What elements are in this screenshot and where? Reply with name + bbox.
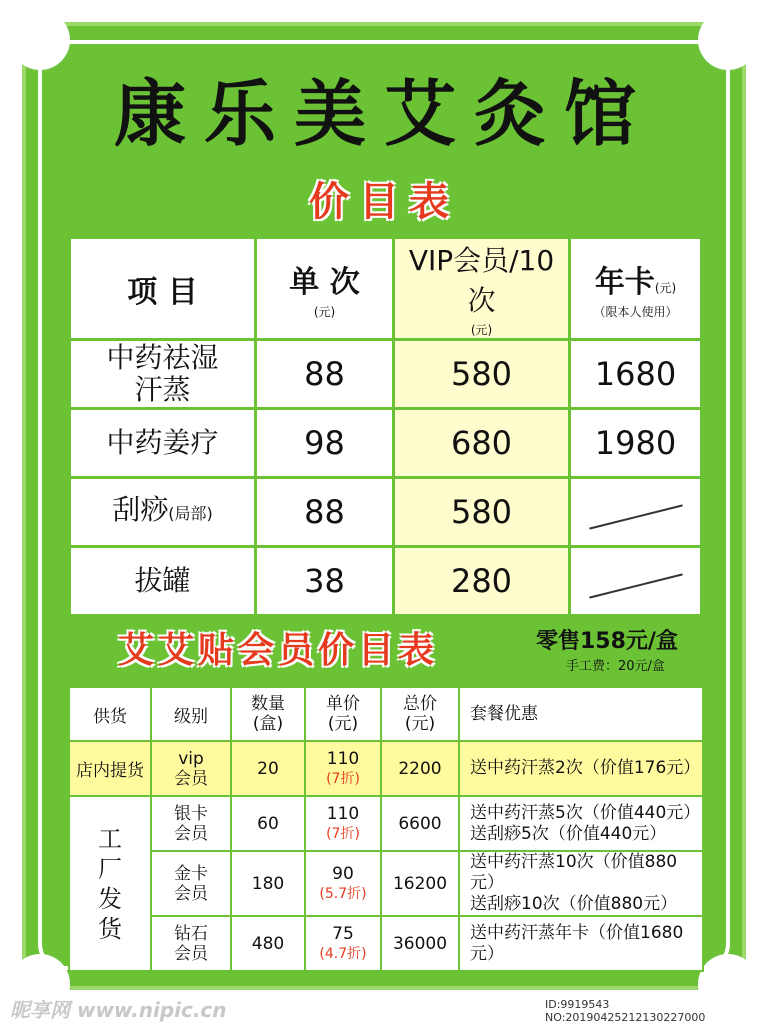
price-list-title: 价目表 bbox=[309, 179, 459, 225]
member-row bbox=[69, 796, 703, 851]
shop-title: 康乐美艾灸馆 bbox=[113, 71, 654, 156]
header-package: 套餐优惠 bbox=[459, 687, 703, 741]
header-level: 级别 bbox=[151, 687, 231, 741]
member-row bbox=[69, 741, 703, 796]
member-unit-price: 90 (5.7折) bbox=[305, 851, 381, 916]
item-name: 拔罐 bbox=[70, 547, 256, 616]
watermark: 昵享网 www.nipic.cn bbox=[10, 998, 227, 1022]
member-table-header bbox=[69, 687, 703, 741]
member-qty: 480 bbox=[231, 916, 305, 971]
header-unit-price: 单价 (元) bbox=[305, 687, 381, 741]
factory-delivery: 工厂发货 bbox=[69, 796, 151, 971]
member-level: vip 会员 bbox=[151, 741, 231, 796]
member-qty: 180 bbox=[231, 851, 305, 916]
member-qty: 20 bbox=[231, 741, 305, 796]
vip-price: 280 bbox=[394, 547, 570, 616]
header-item: 项 目 bbox=[70, 238, 256, 340]
member-table bbox=[68, 686, 704, 972]
header-vip: VIP会员/10次 (元) bbox=[394, 238, 570, 340]
member-unit-price: 110 (7折) bbox=[305, 796, 381, 851]
member-row bbox=[69, 851, 703, 916]
member-level: 钻石 会员 bbox=[151, 916, 231, 971]
single-price: 88 bbox=[256, 340, 394, 409]
annual-price: 1980 bbox=[570, 409, 702, 478]
member-total: 6600 bbox=[381, 796, 459, 851]
price-table-header bbox=[70, 238, 702, 340]
header-supply: 供货 bbox=[69, 687, 151, 741]
member-package: 送中药汗蒸10次（价值880元） 送刮痧10次（价值880元） bbox=[459, 851, 703, 916]
header-qty: 数量 (盒) bbox=[231, 687, 305, 741]
item-name: 中药祛湿 汗蒸 bbox=[70, 340, 256, 409]
slash-mark bbox=[589, 504, 683, 529]
member-package: 送中药汗蒸年卡（价值1680元） bbox=[459, 916, 703, 971]
item-name: 中药姜疗 bbox=[70, 409, 256, 478]
member-level: 金卡 会员 bbox=[151, 851, 231, 916]
annual-not-available bbox=[570, 547, 702, 616]
annual-not-available bbox=[570, 478, 702, 547]
member-price-title: 艾艾贴会员价目表 bbox=[118, 630, 439, 671]
store-pickup: 店内提货 bbox=[69, 741, 151, 796]
member-qty: 60 bbox=[231, 796, 305, 851]
member-level: 银卡 会员 bbox=[151, 796, 231, 851]
header-annual: 年卡(元) （限本人使用） bbox=[570, 238, 702, 340]
member-unit-price: 75 (4.7折) bbox=[305, 916, 381, 971]
single-price: 88 bbox=[256, 478, 394, 547]
member-total: 2200 bbox=[381, 741, 459, 796]
price-row bbox=[70, 547, 702, 616]
header-single: 单 次 (元) bbox=[256, 238, 394, 340]
member-total: 36000 bbox=[381, 916, 459, 971]
price-row bbox=[70, 478, 702, 547]
image-id-text: ID:9919543 NO:20190425212130227000 bbox=[545, 998, 768, 1024]
member-package: 送中药汗蒸5次（价值440元） 送刮痧5次（价值440元） bbox=[459, 796, 703, 851]
single-price: 38 bbox=[256, 547, 394, 616]
hand-fee: 手工费：20元/盒 bbox=[566, 659, 665, 674]
member-row bbox=[69, 916, 703, 971]
member-unit-price: 110 (7折) bbox=[305, 741, 381, 796]
slash-mark bbox=[589, 573, 683, 598]
item-name: 刮痧(局部) bbox=[70, 478, 256, 547]
annual-price: 1680 bbox=[570, 340, 702, 409]
vip-price: 580 bbox=[394, 340, 570, 409]
price-row bbox=[70, 409, 702, 478]
header-total: 总价 (元) bbox=[381, 687, 459, 741]
member-total: 16200 bbox=[381, 851, 459, 916]
price-row bbox=[70, 340, 702, 409]
retail-price: 零售158元/盒 bbox=[536, 629, 678, 654]
member-package: 送中药汗蒸2次（价值176元） bbox=[459, 741, 703, 796]
vip-price: 580 bbox=[394, 478, 570, 547]
single-price: 98 bbox=[256, 409, 394, 478]
vip-price: 680 bbox=[394, 409, 570, 478]
price-table bbox=[68, 236, 703, 617]
